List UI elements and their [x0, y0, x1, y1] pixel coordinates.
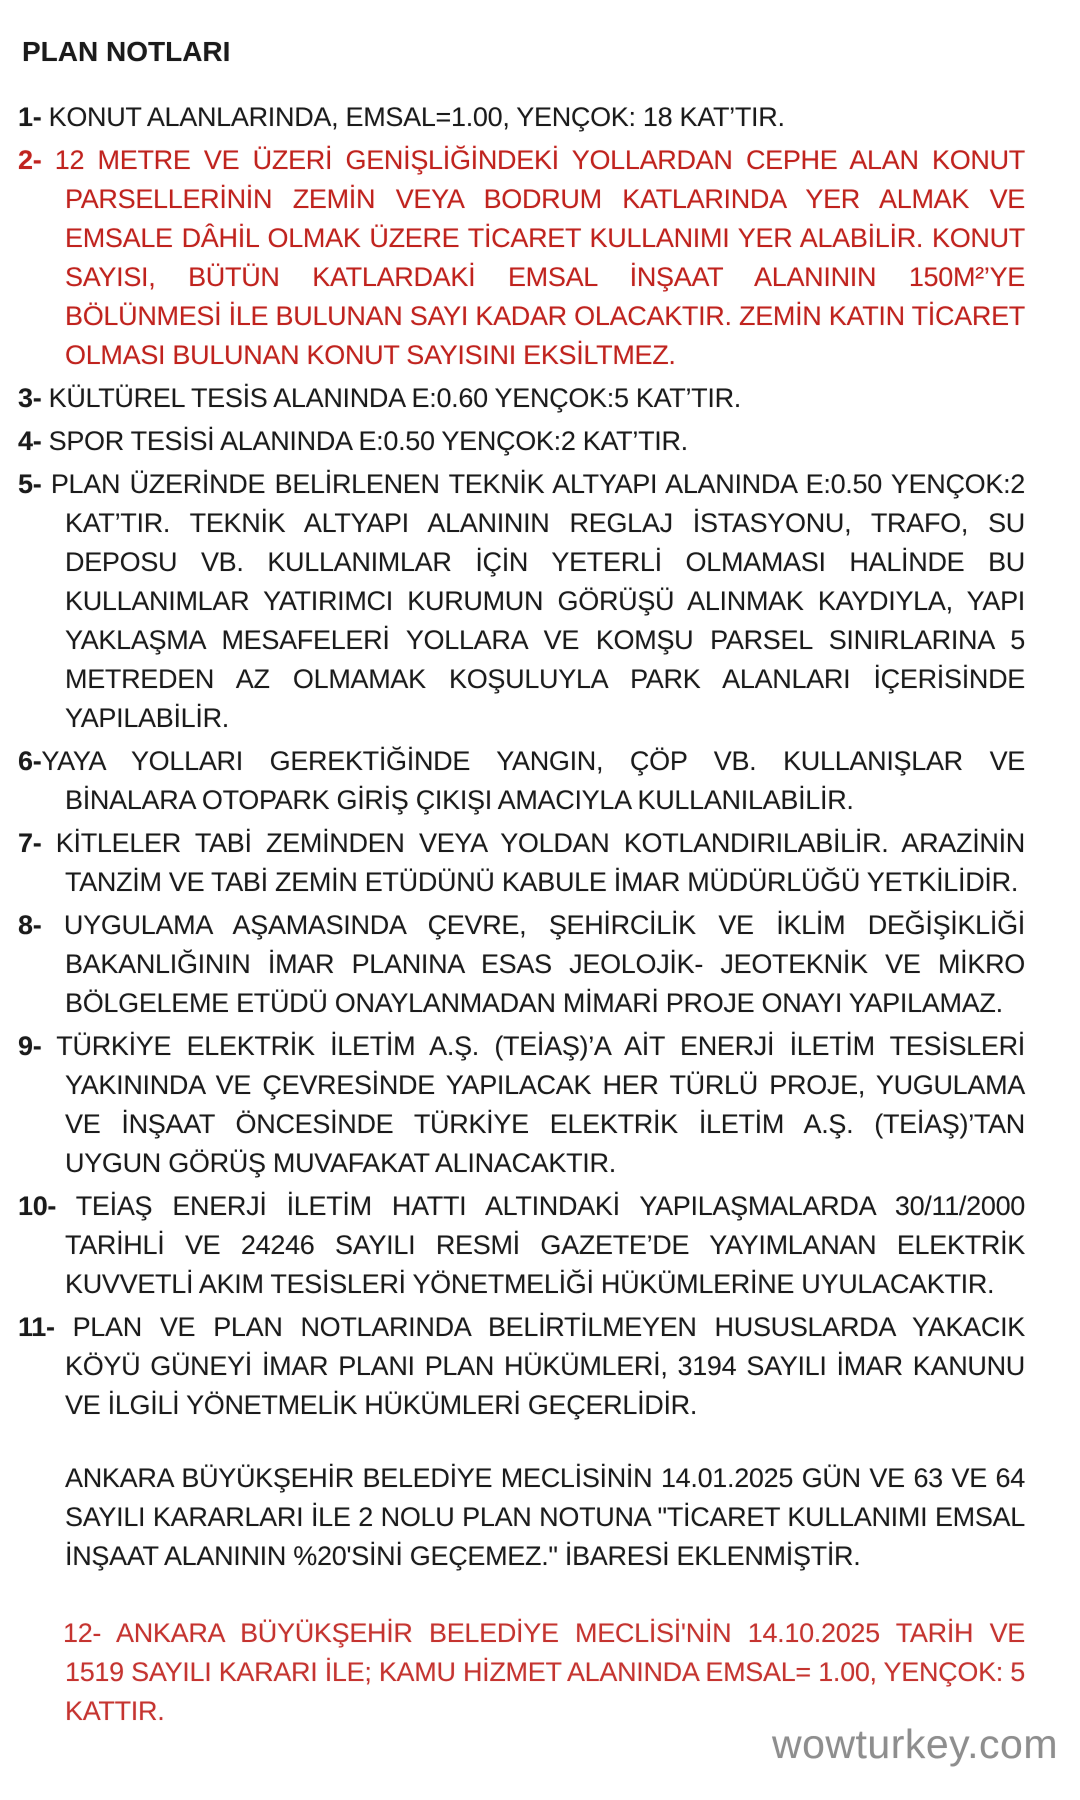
- note-1-number: 1-: [18, 102, 42, 132]
- note-3-number: 3-: [18, 383, 42, 413]
- page-title: PLAN NOTLARI: [22, 36, 231, 67]
- note-1-text: KONUT ALANLARINDA, EMSAL=1.00, YENÇOK: 18 KAT’TIR.: [48, 102, 785, 132]
- note-9-number: 9-: [18, 1031, 42, 1061]
- note-8: [18, 906, 1025, 1023]
- note-6-text: YAYA YOLLARI GEREKTİĞİNDE YANGIN, ÇÖP VB. KULLANIŞLAR VE BİNALARA OTOPARK GİRİŞ ÇIKIŞI AMACIYLA KULLANILABİLİR.: [41, 746, 1025, 815]
- note-7: [18, 824, 1025, 902]
- note-4-number: 4-: [18, 426, 42, 456]
- note-12: [18, 1614, 1025, 1731]
- note-3: [18, 379, 1025, 418]
- note-5: [18, 465, 1025, 738]
- note-6: [18, 742, 1025, 820]
- watermark: wowturkey.com: [772, 1721, 1058, 1767]
- note-3-text: KÜLTÜREL TESİS ALANINDA E:0.60 YENÇOK:5 KAT’TIR.: [48, 383, 741, 413]
- note-7-number: 7-: [18, 828, 42, 858]
- note-9: [18, 1027, 1025, 1183]
- note-8-text: UYGULAMA AŞAMASINDA ÇEVRE, ŞEHİRCİLİK VE İKLİM DEĞİŞİKLİĞİ BAKANLIĞININ İMAR PLANINA ESAS JEOLOJİK- JEOTEKNİK VE MİKRO BÖLGELEME ETÜDÜ ONAYLANMADAN MİMARİ PROJE ONAYI YAPILAMAZ.: [63, 910, 1026, 1018]
- note-10-number: 10-: [18, 1191, 57, 1221]
- note-5-text: PLAN ÜZERİNDE BELİRLENEN TEKNİK ALTYAPI ALANINDA E:0.50 YENÇOK:2 KAT’TIR. TEKNİK ALTYAPI ALANININ REGLAJ İSTASYONU, TRAFO, SU DEPOSU VB. KULLANIMLAR İÇİN YETERLİ OLMAMASI HALİNDE BU KULLANIMLAR YATIRIMCI KURUMUN GÖRÜŞÜ ALINMAK KAYDIYLA, YAPI YAKLAŞMA MESAFELERİ YOLLARA VE KOMŞU PARSEL SINIRLARINA 5 METREDEN AZ OLMAMAK KOŞULUYLA PARK ALANLARI İÇERİSİNDE YAPILABİLİR.: [50, 469, 1026, 733]
- note-2: [18, 141, 1025, 375]
- note-7-text: KİTLELER TABİ ZEMİNDEN VEYA YOLDAN KOTLANDIRILABİLİR. ARAZİNİN TANZİM VE TABİ ZEMİN ETÜDÜNÜ KABULE İMAR MÜDÜRLÜĞÜ YETKİLİDİR.: [55, 828, 1025, 897]
- amendment-paragraph: ANKARA BÜYÜKŞEHİR BELEDİYE MECLİSİNİN 14.01.2025 GÜN VE 63 VE 64 SAYILI KARARLARI İLE 2 NOLU PLAN NOTUNA "TİCARET KULLANIMI EMSAL İNŞAAT ALANININ %20'SİNİ GEÇEMEZ." İBARESİ EKLENMİŞTİR.: [65, 1463, 1025, 1571]
- note-12-text: ANKARA BÜYÜKŞEHİR BELEDİYE MECLİSİ'NİN 14.10.2025 TARİH VE 1519 SAYILI KARARI İLE; KAMU HİZMET ALANINDA EMSAL= 1.00, YENÇOK: 5 KATTIR.: [65, 1618, 1025, 1726]
- note-1: [18, 98, 1025, 137]
- note-11: [18, 1308, 1025, 1425]
- note-4-text: SPOR TESİSİ ALANINDA E:0.50 YENÇOK:2 KAT’TIR.: [48, 426, 688, 456]
- note-12-number: 12-: [63, 1618, 102, 1648]
- note-10-text: TEİAŞ ENERJİ İLETİM HATTI ALTINDAKİ YAPILAŞMALARDA 30/11/2000 TARİHLİ VE 24246 SAYILI RESMİ GAZETE’DE YAYIMLANAN ELEKTRİK KUVVETLİ AKIM TESİSLERİ YÖNETMELİĞİ HÜKÜMLERİNE UYULACAKTIR.: [65, 1191, 1025, 1299]
- note-2-number: 2-: [18, 145, 42, 175]
- note-11-text: PLAN VE PLAN NOTLARINDA BELİRTİLMEYEN HUSUSLARDA YAKACIK KÖYÜ GÜNEYİ İMAR PLANI PLAN HÜKÜMLERİ, 3194 SAYILI İMAR KANUNU VE İLGİLİ YÖNETMELİK HÜKÜMLERİ GEÇERLİDİR.: [65, 1312, 1025, 1420]
- note-9-text: TÜRKİYE ELEKTRİK İLETİM A.Ş. (TEİAŞ)’A AİT ENERJİ İLETİM TESİSLERİ YAKININDA VE ÇEVRESİNDE YAPILACAK HER TÜRLÜ PROJE, YUGULAMA VE İNŞAAT ÖNCESİNDE TÜRKİYE ELEKTRİK İLETİM A.Ş. (TEİAŞ)’TAN UYGUN GÖRÜŞ MUVAFAKAT ALINACAKTIR.: [56, 1031, 1025, 1178]
- note-10: [18, 1187, 1025, 1304]
- note-6-number: 6-: [18, 746, 42, 776]
- note-4: [18, 422, 1025, 461]
- note-8-number: 8-: [18, 910, 42, 940]
- note-5-number: 5-: [18, 469, 42, 499]
- note-11-number: 11-: [18, 1312, 55, 1342]
- note-2-text: 12 METRE VE ÜZERİ GENİŞLİĞİNDEKİ YOLLARDAN CEPHE ALAN KONUT PARSELLERİNİN ZEMİN VEYA BODRUM KATLARINDA YER ALMAK VE EMSALE DÂHİL OLMAK ÜZERE TİCARET KULLANIMI YER ALABİLİR. KONUT SAYISI, BÜTÜN KATLARDAKİ EMSAL İNŞAAT ALANININ 150M²’YE BÖLÜNMESİ İLE BULUNAN SAYI KADAR OLACAKTIR. ZEMİN KATIN TİCARET OLMASI BULUNAN KONUT SAYISINI EKSİLTMEZ.: [54, 145, 1025, 370]
